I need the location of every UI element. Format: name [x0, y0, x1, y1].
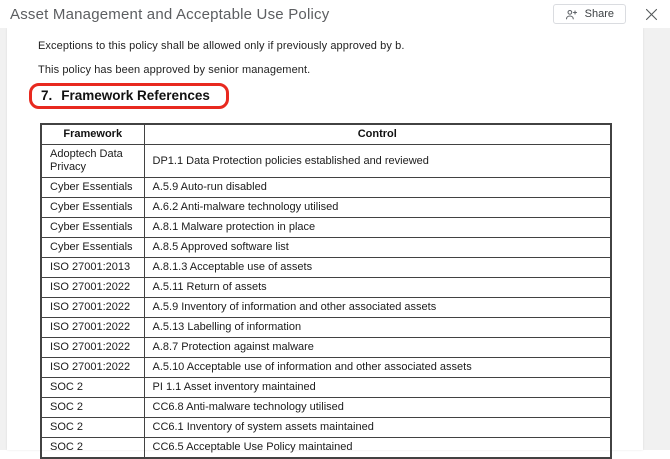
section-number: 7.: [41, 88, 52, 103]
section-heading-row: [38, 88, 643, 118]
table-row: [41, 238, 611, 258]
framework-cell: ISO 27001:2022: [41, 318, 144, 338]
framework-cell: ISO 27001:2013: [41, 258, 144, 278]
framework-cell: SOC 2: [41, 398, 144, 418]
table-row: [41, 418, 611, 438]
framework-cell: Cyber Essentials: [41, 178, 144, 198]
control-cell: A.5.11 Return of assets: [144, 278, 611, 298]
control-cell: A.8.5 Approved software list: [144, 238, 611, 258]
control-cell: CC6.5 Acceptable Use Policy maintained: [144, 438, 611, 459]
framework-column-header: Framework: [41, 124, 144, 145]
policy-paragraph: Exceptions to this policy shall be allowed only if previously approved by b.: [38, 40, 643, 53]
document-page: [7, 28, 643, 450]
control-cell: PI 1.1 Asset inventory maintained: [144, 378, 611, 398]
table-row: [41, 198, 611, 218]
share-button[interactable]: [553, 4, 626, 24]
close-icon[interactable]: [642, 5, 660, 23]
framework-table: [40, 123, 612, 459]
control-cell: A.5.9 Auto-run disabled: [144, 178, 611, 198]
table-row: [41, 378, 611, 398]
framework-cell: ISO 27001:2022: [41, 338, 144, 358]
section-title: Framework References: [61, 88, 210, 103]
control-cell: A.5.13 Labelling of information: [144, 318, 611, 338]
control-cell: A.5.9 Inventory of information and other associated assets: [144, 298, 611, 318]
table-row: [41, 278, 611, 298]
control-cell: CC6.1 Inventory of system assets maintained: [144, 418, 611, 438]
control-cell: A.6.2 Anti-malware technology utilised: [144, 198, 611, 218]
framework-cell: Cyber Essentials: [41, 198, 144, 218]
framework-table-body: [41, 145, 611, 459]
page-title: Asset Management and Acceptable Use Policy: [10, 6, 329, 23]
control-cell: A.5.10 Acceptable use of information and other associated assets: [144, 358, 611, 378]
table-row: [41, 318, 611, 338]
table-row: [41, 145, 611, 178]
table-row: [41, 438, 611, 459]
framework-cell: Cyber Essentials: [41, 238, 144, 258]
table-row: [41, 338, 611, 358]
control-column-header: Control: [144, 124, 611, 145]
share-button-label: Share: [585, 8, 614, 20]
titlebar-actions: [553, 4, 660, 24]
policy-paragraph: This policy has been approved by senior management.: [38, 64, 643, 77]
framework-cell: Cyber Essentials: [41, 218, 144, 238]
table-row: [41, 258, 611, 278]
framework-cell: SOC 2: [41, 438, 144, 459]
table-row: [41, 298, 611, 318]
framework-cell: ISO 27001:2022: [41, 298, 144, 318]
table-row: [41, 178, 611, 198]
control-cell: A.8.1.3 Acceptable use of assets: [144, 258, 611, 278]
framework-cell: SOC 2: [41, 378, 144, 398]
control-cell: A.8.7 Protection against malware: [144, 338, 611, 358]
framework-table-head: [41, 124, 611, 145]
framework-cell: ISO 27001:2022: [41, 358, 144, 378]
titlebar: [0, 0, 670, 28]
section-heading: [41, 88, 210, 103]
control-cell: CC6.8 Anti-malware technology utilised: [144, 398, 611, 418]
table-row: [41, 218, 611, 238]
framework-cell: SOC 2: [41, 418, 144, 438]
viewer-canvas: [0, 28, 670, 450]
annotation-highlight: [29, 83, 229, 109]
control-cell: A.8.1 Malware protection in place: [144, 218, 611, 238]
table-row: [41, 358, 611, 378]
person-add-icon: [565, 8, 578, 21]
framework-cell: Adoptech Data Privacy: [41, 145, 144, 178]
control-cell: DP1.1 Data Protection policies established and reviewed: [144, 145, 611, 178]
table-row: [41, 398, 611, 418]
table-header-row: [41, 124, 611, 145]
framework-cell: ISO 27001:2022: [41, 278, 144, 298]
